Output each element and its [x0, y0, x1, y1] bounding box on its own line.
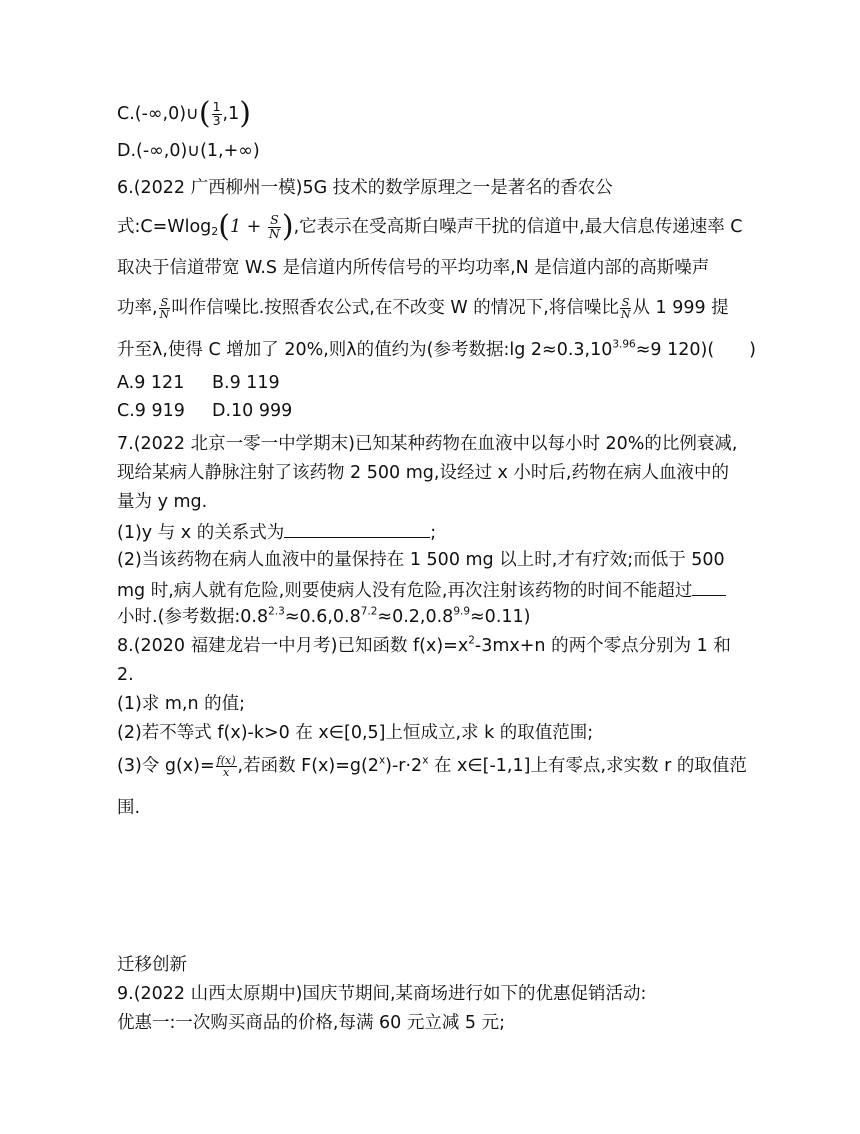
question-6-options-cd	[117, 399, 292, 423]
option-d: D.10 999	[212, 401, 293, 421]
question-7-part-1: (1)y 与 x 的关系式为 ;	[117, 519, 436, 545]
question-7-part-2-line-1: (2)当该药物在病人血液中的量保持在 1 500 mg 以上时,才有疗效;而低于 500	[117, 550, 725, 570]
option-c-q5: C.(-∞,0)∪( $\frac{1}{3}$ ,1)	[117, 96, 251, 131]
option-d-q5: D.(-∞,0)∪(1,+∞)	[117, 141, 260, 161]
question-6-line-1: 6.(2022 广西柳州一模)5G 技术的数学原理之一是著名的香农公	[117, 178, 613, 198]
question-6-options-ab	[117, 371, 280, 395]
formula-one-plus: 1 +	[229, 217, 267, 237]
question-8-part-2: (2)若不等式 f(x)-k>0 在 x∈[0,5]上恒成立,求 k 的取值范围;	[117, 723, 594, 743]
question-8-part-1: (1)求 m,n 的值;	[117, 694, 246, 714]
fraction-s-over-n: $\frac{S}{N}$	[268, 212, 280, 241]
question-8-line-1: 8.(2020 福建龙岩一中月考)已知函数 $f(x)=x^2-3mx+n$ 的两个零点分别为 1 和	[117, 634, 731, 656]
question-7-line-1: 7.(2022 北京一零一中学期末)已知某种药物在血液中以每小时 20%的比例衰减,	[117, 434, 738, 454]
question-9-line-1: 9.(2022 山西太原期中)国庆节期间,某商场进行如下的优惠促销活动:	[117, 984, 647, 1004]
question-6-line-2: 式:C=Wlog$_2$(1 + $\frac{S}{N}$ ),它表示在受高斯白噪声干扰的信道中,最大信息传递速率 C	[117, 209, 743, 244]
answer-blank[interactable]	[692, 577, 726, 596]
question-7-part-2-line-2: mg 时,病人就有危险,则要使病人没有危险,再次注射该药物的时间不能超过	[117, 577, 726, 603]
question-8-part-3-line-2: 围.	[117, 798, 141, 818]
question-7-line-2: 现给某病人静脉注射了该药物 2 500 mg,设经过 x 小时后,药物在病人血液中的	[117, 463, 729, 483]
section-heading: 迁移创新	[117, 955, 187, 975]
question-7-part-2-line-3: 小时.(参考数据$:0.8^{2.3}\approx 0.6,0.8^{7.2}\approx 0.2,0.8^{9.9}\approx 0.11$)	[117, 605, 531, 627]
question-7-line-3: 量为 y mg.	[117, 492, 208, 512]
option-b: B.9 119	[212, 373, 280, 393]
question-9-line-2: 优惠一:一次购买商品的价格,每满 60 元立减 5 元;	[117, 1013, 506, 1033]
option-a: A.9 121	[117, 373, 185, 393]
option-c: C.9 919	[117, 401, 185, 421]
question-8-part-3: (3)令 g(x)= $\frac{f(x)}{x}$ ,若函数 $F(x)=g(2^x)-r\cdot 2^x$ 在 x∈[-1,1]上有零点,求实数 r 的取值范	[117, 753, 747, 779]
question-8-line-2: 2.	[117, 665, 134, 685]
question-6-line-4: 功率, $\frac{S}{N}$ 叫作信噪比.按照香农公式,在不改变 W 的情况下,将信噪比 $\frac{S}{N}$ 从 1 999 提	[117, 295, 729, 321]
fraction-one-third: $\frac{1}{3}$	[212, 99, 221, 128]
fraction-fx-over-x: $\frac{f(x)}{x}$	[216, 753, 236, 779]
fraction-s-over-n: $\frac{S}{N}$	[620, 295, 631, 321]
question-6-line-5: 升至λ,使得 C 增加了 20%,则λ的值约为(参考数据:lg $2\approx 0.3,10^{3.96}\approx 9$ 120)( )	[117, 338, 756, 360]
fraction-s-over-n: $\frac{S}{N}$	[159, 295, 170, 321]
answer-blank[interactable]	[284, 519, 430, 538]
question-6-line-3: 取决于信道带宽 W.S 是信道内所传信号的平均功率,N 是信道内部的高斯噪声	[117, 258, 710, 278]
